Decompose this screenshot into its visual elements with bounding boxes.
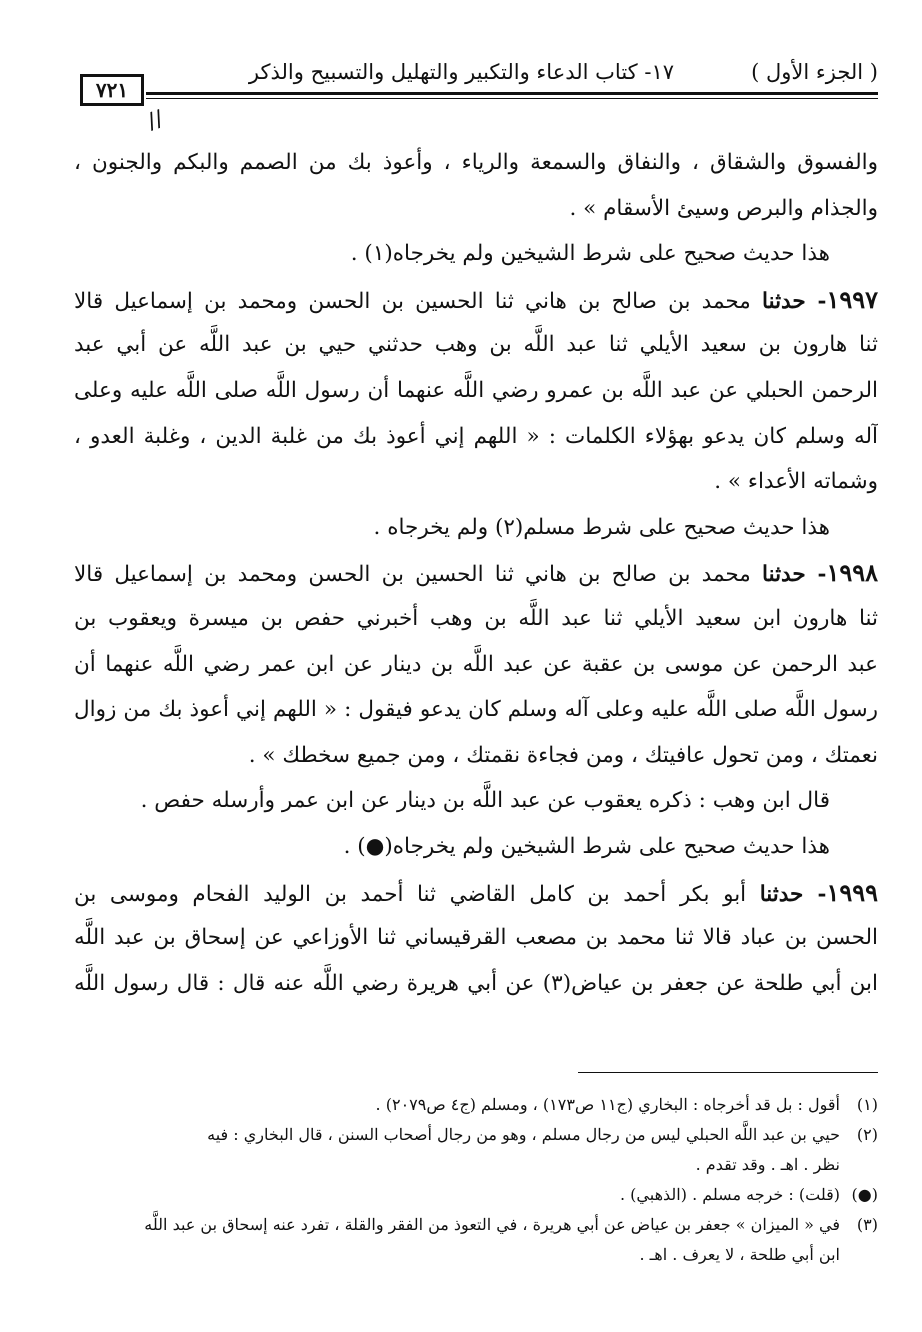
header-rule-thin: [146, 98, 878, 99]
footnote-mark: (١): [856, 1095, 878, 1114]
verdict-line: هذا حديث صحيح على شرط مسلم(٢) ولم يخرجاه .: [373, 514, 830, 540]
footnote-2: [74, 1120, 878, 1150]
note-line: قال ابن وهب : ذكره يعقوب عن عبد اللَّه بن دينار عن ابن عمر وأرسله حفص .: [140, 788, 830, 814]
footnote-text: في « الميزان » جعفر بن عياض عن أبي هريرة ، في التعوذ من الفقر والقلة ، تفرد عنه إسحاق بن عبد اللَّه: [144, 1215, 840, 1234]
footnote-2-continuation: نظر . اهـ . وقد تقدم .: [695, 1155, 840, 1174]
text-run: أبو بكر أحمد بن كامل القاضي ثنا أحمد بن الوليد الفحام وموسى بن: [74, 881, 747, 907]
footnote-separator: [578, 1072, 878, 1073]
footnote-mark: (٢): [856, 1125, 878, 1144]
text-line: والفسوق والشقاق ، والنفاق والسمعة والرياء ، وأعوذ بك من الصمم والبكم والجنون ،: [74, 150, 878, 175]
verdict-line: هذا حديث صحيح على شرط الشيخين ولم يخرجاه(١) .: [350, 241, 830, 267]
header-chapter-title: ١٧- كتاب الدعاء والتكبير والتهليل والتسبيح والذكر: [248, 60, 674, 84]
text-line: نعمتك ، ومن تحول عافيتك ، ومن فجاءة نقمتك ، ومن جميع سخطك » .: [248, 742, 878, 768]
hadith-number: ١٩٩٧: [826, 284, 878, 314]
hadith-lead: - حدثنا: [762, 562, 827, 588]
footnote-1: [74, 1090, 878, 1120]
main-text: [74, 140, 878, 1006]
footnote-3-continuation: ابن أبي طلحة ، لا يعرف . اهـ .: [639, 1245, 840, 1264]
text-line: والجذام والبرص وسيئ الأسقام » .: [569, 195, 878, 221]
hadith-1997-first-line: [74, 277, 878, 323]
header-part-label: ( الجزء الأول ): [751, 60, 878, 84]
corner-mark: //: [144, 106, 167, 135]
text-run: محمد بن صالح بن هاني ثنا الحسين بن الحسن ومحمد بن إسماعيل قالا: [74, 288, 751, 314]
footnote-mark: (٣): [856, 1215, 878, 1234]
footnote-mark: (●): [851, 1185, 878, 1204]
footnotes: [74, 1090, 878, 1270]
hadith-1999-first-line: [74, 870, 878, 916]
hadith-1998-first-line: [74, 550, 878, 596]
footnote-3: [74, 1210, 878, 1240]
text-line: ثنا هارون بن سعيد الأيلي ثنا عبد اللَّه بن وهب حدثني حيي بن عبد اللَّه عن أبي عبد: [74, 332, 878, 358]
text-line: الحسن بن عباد قالا ثنا محمد بن مصعب القرقيساني ثنا الأوزاعي عن إسحاق بن عبد اللَّه: [74, 925, 878, 951]
text-line: عبد الرحمن عن موسى بن عقبة عن عبد اللَّه بن دينار عن ابن عمر رضي اللَّه عنهما أن: [74, 651, 878, 677]
footnote-star: [74, 1180, 878, 1210]
text-line: ثنا هارون ابن سعيد الأيلي ثنا عبد اللَّه بن وهب أخبرني حفص بن ميسرة ويعقوب بن: [74, 605, 878, 631]
footnote-text: (قلت) : خرجه مسلم . (الذهبي) .: [620, 1185, 840, 1204]
text-line: رسول اللَّه صلى اللَّه عليه وعلى آله وسلم كان يدعو فيقول : « اللهم إني أعوذ بك من زوال: [74, 697, 878, 723]
text-line: آله وسلم كان يدعو بهؤلاء الكلمات : « اللهم إني أعوذ بك من غلبة الدين ، وغلبة العدو ،: [74, 423, 878, 449]
text-run: محمد بن صالح بن هاني ثنا الحسين بن الحسن ومحمد بن إسماعيل قالا: [74, 562, 751, 588]
hadith-lead: - حدثنا: [759, 881, 827, 907]
page-number-box: ٧٢١: [80, 74, 144, 106]
text-line: الرحمن الحبلي عن عبد اللَّه بن عمرو رضي اللَّه عنهما أن رسول اللَّه صلى اللَّه عليه وعلى: [74, 377, 878, 403]
hadith-number: ١٩٩٨: [826, 558, 878, 588]
text-line: وشماته الأعداء » .: [714, 469, 878, 495]
header-rule: [146, 92, 878, 95]
footnote-text: أقول : بل قد أخرجاه : البخاري (ج١١ ص١٧٣) ، ومسلم (ج٤ ص٢٠٧٩) .: [375, 1095, 840, 1114]
verdict-line: هذا حديث صحيح على شرط الشيخين ولم يخرجاه(●) .: [343, 833, 830, 859]
footnote-text: حيي بن عبد اللَّه الحبلي ليس من رجال مسلم ، وهو من رجال أصحاب السنن ، قال البخاري : فيه: [207, 1125, 840, 1144]
hadith-lead: - حدثنا: [762, 288, 827, 314]
text-line: ابن أبي طلحة عن جعفر بن عياض(٣) عن أبي هريرة رضي اللَّه عنه قال : قال رسول اللَّه: [74, 970, 878, 996]
hadith-number: ١٩٩٩: [826, 877, 878, 907]
